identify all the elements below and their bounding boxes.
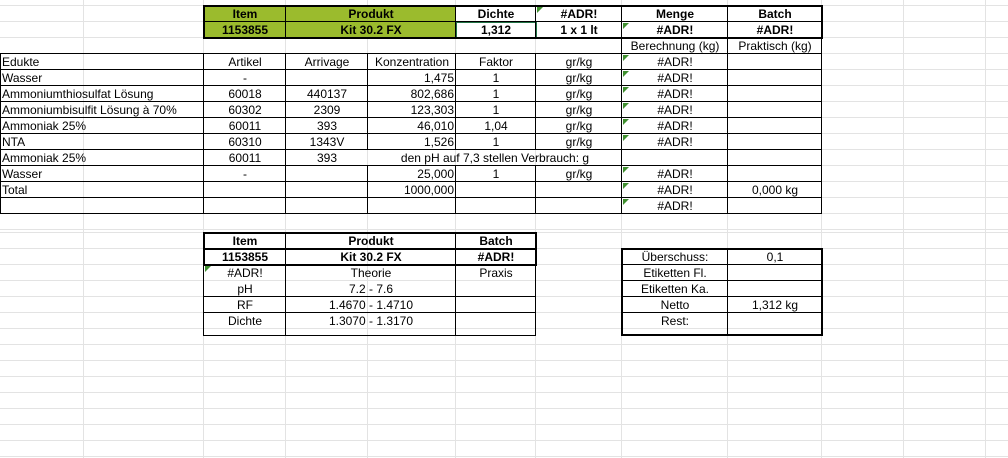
header-produkt-label[interactable]: Produkt (286, 6, 456, 22)
cell-unit[interactable]: gr/kg (565, 135, 593, 149)
summary-value[interactable] (728, 281, 822, 297)
spec-item-value[interactable]: 1153855 (221, 250, 269, 264)
summary-label[interactable]: Etiketten Fl. (643, 266, 707, 280)
cell-praktisch[interactable] (728, 102, 822, 118)
summary-value[interactable]: 0,1 (766, 250, 784, 264)
cell-konzentration[interactable]: 123,303 (410, 103, 454, 117)
header-dichte-value-selected-cell[interactable]: 1,312 (456, 22, 536, 38)
cell-berechnung[interactable]: #ADR! (622, 182, 728, 198)
cell-berechnung[interactable]: #ADR! (622, 134, 728, 150)
cell-faktor[interactable]: 1 (492, 135, 500, 149)
spec-theorie-label[interactable]: Theorie (350, 266, 392, 280)
summary-label[interactable]: Rest: (660, 314, 689, 328)
header-item-value[interactable]: 1153855 (204, 22, 286, 38)
spec-param[interactable]: RF (237, 298, 253, 312)
cell-artikel[interactable]: - (243, 167, 247, 181)
cell-konzentration[interactable]: 46,010 (417, 119, 454, 133)
col-header-artikel[interactable]: Artikel (228, 55, 262, 69)
cell-unit[interactable]: gr/kg (565, 71, 593, 85)
header-pack-value[interactable]: 1 x 1 lt (560, 23, 598, 37)
cell-artikel[interactable]: - (243, 71, 247, 85)
cell-konzentration[interactable]: 25,000 (417, 167, 454, 181)
cell-berechnung[interactable]: #ADR! (622, 166, 728, 182)
spec-theorie[interactable]: 7.2 - 7.6 (348, 282, 394, 296)
cell-berechnung[interactable]: #ADR! (622, 198, 728, 214)
cell-faktor[interactable]: 1 (492, 167, 500, 181)
spec-praxis-label[interactable]: Praxis (479, 266, 513, 280)
cell-edukt[interactable]: Wasser (2, 167, 43, 181)
ph-adjust-note[interactable]: den pH auf 7,3 stellen Verbrauch: g (400, 151, 590, 165)
cell-artikel[interactable]: 60302 (228, 103, 262, 117)
col-header-edukte[interactable]: Edukte (2, 55, 40, 69)
spec-param[interactable]: pH (237, 282, 253, 296)
cell-praktisch[interactable]: 0,000 kg (751, 183, 799, 197)
cell-artikel[interactable]: 60018 (228, 87, 262, 101)
spec-praxis[interactable] (456, 281, 536, 297)
cell-konzentration[interactable]: 1,475 (423, 71, 454, 85)
col-header-arrivage[interactable]: Arrivage (304, 55, 350, 69)
cell-edukt[interactable]: Total (2, 183, 28, 197)
spec-praxis[interactable] (456, 297, 536, 313)
berechnung-label[interactable]: Berechnung (kg) (630, 39, 720, 53)
header-dichte-label[interactable]: Dichte (477, 7, 515, 21)
cell-faktor[interactable]: 1 (492, 71, 500, 85)
spec-produkt-label[interactable]: Produkt (348, 234, 394, 248)
spec-batch-value[interactable]: #ADR! (477, 250, 515, 264)
header-batch-label[interactable]: Batch (758, 7, 792, 21)
header-adr-label[interactable]: #ADR! (536, 6, 622, 22)
cell-berechnung[interactable]: #ADR! (622, 70, 728, 86)
summary-label[interactable]: Netto (660, 298, 690, 312)
header-item-label[interactable]: Item (204, 6, 286, 22)
cell-unit[interactable]: gr/kg (565, 119, 593, 133)
cell-edukt[interactable]: Ammoniumthiosulfat Lösung (2, 87, 154, 101)
cell-unit[interactable]: gr/kg (565, 103, 593, 117)
col-header-unit[interactable]: gr/kg (565, 55, 593, 69)
cell-edukt[interactable]: NTA (2, 135, 26, 149)
cell-konzentration[interactable]: 802,686 (410, 87, 454, 101)
summary-label[interactable]: Etiketten Ka. (640, 282, 710, 296)
cell-berechnung[interactable]: #ADR! (622, 102, 728, 118)
summary-value[interactable] (728, 313, 822, 329)
spec-produkt-value[interactable]: Kit 30.2 FX (340, 250, 402, 264)
col-header-adr[interactable]: #ADR! (622, 54, 728, 70)
col-header-faktor[interactable]: Faktor (478, 55, 513, 69)
cell-arrivage[interactable] (286, 70, 368, 86)
header-produkt-value[interactable]: Kit 30.2 FX (286, 22, 456, 38)
cell-arrivage[interactable]: 1343V (309, 135, 345, 149)
summary-label[interactable]: Überschuss: (641, 250, 709, 264)
summary-value[interactable]: 1,312 kg (751, 298, 799, 312)
cell-praktisch[interactable] (728, 134, 822, 150)
cell-faktor[interactable]: 1 (492, 87, 500, 101)
cell-artikel[interactable]: 60011 (228, 151, 262, 165)
cell-konzentration[interactable]: 1000,000 (403, 183, 454, 197)
header-batch-value[interactable]: #ADR! (756, 23, 794, 37)
spec-param[interactable]: Dichte (227, 314, 262, 328)
col-header-konzentration[interactable]: Konzentration (374, 55, 450, 69)
cell-arrivage[interactable]: 393 (316, 151, 338, 165)
cell-artikel[interactable]: 60310 (228, 135, 262, 149)
cell-edukt[interactable]: Ammoniumbisulfit Lösung à 70% (2, 103, 177, 117)
cell-praktisch[interactable] (728, 70, 822, 86)
cell-arrivage[interactable]: 2309 (313, 103, 341, 117)
spec-theorie[interactable]: 1.4670 - 1.4710 (328, 298, 414, 312)
cell-artikel[interactable]: 60011 (228, 119, 262, 133)
spec-praxis[interactable] (456, 313, 536, 329)
cell-unit[interactable]: gr/kg (565, 87, 593, 101)
summary-value[interactable] (728, 265, 822, 281)
spec-theorie[interactable]: 1.3070 - 1.3170 (328, 314, 414, 328)
cell-faktor[interactable]: 1 (492, 103, 500, 117)
cell-arrivage[interactable]: 440137 (306, 87, 348, 101)
cell-edukt[interactable]: Wasser (2, 71, 43, 85)
cell-unit[interactable]: gr/kg (565, 167, 593, 181)
spec-batch-label[interactable]: Batch (479, 234, 513, 248)
cell-faktor[interactable]: 1,04 (484, 119, 508, 133)
praktisch-label[interactable]: Praktisch (kg) (738, 39, 812, 53)
cell-edukt[interactable]: Ammoniak 25% (2, 119, 87, 133)
spec-col-a[interactable]: #ADR! (204, 265, 286, 281)
cell-konzentration[interactable]: 1,526 (423, 135, 454, 149)
header-menge-value[interactable]: #ADR! (622, 22, 728, 38)
cell-berechnung[interactable]: #ADR! (622, 86, 728, 102)
cell-praktisch[interactable] (728, 86, 822, 102)
header-menge-label[interactable]: Menge (655, 7, 694, 21)
spec-item-label[interactable]: Item (232, 234, 258, 248)
cell-edukt[interactable]: Ammoniak 25% (2, 151, 87, 165)
cell-arrivage[interactable]: 393 (316, 119, 338, 133)
cell-praktisch[interactable] (728, 118, 822, 134)
cell-berechnung[interactable]: #ADR! (622, 118, 728, 134)
